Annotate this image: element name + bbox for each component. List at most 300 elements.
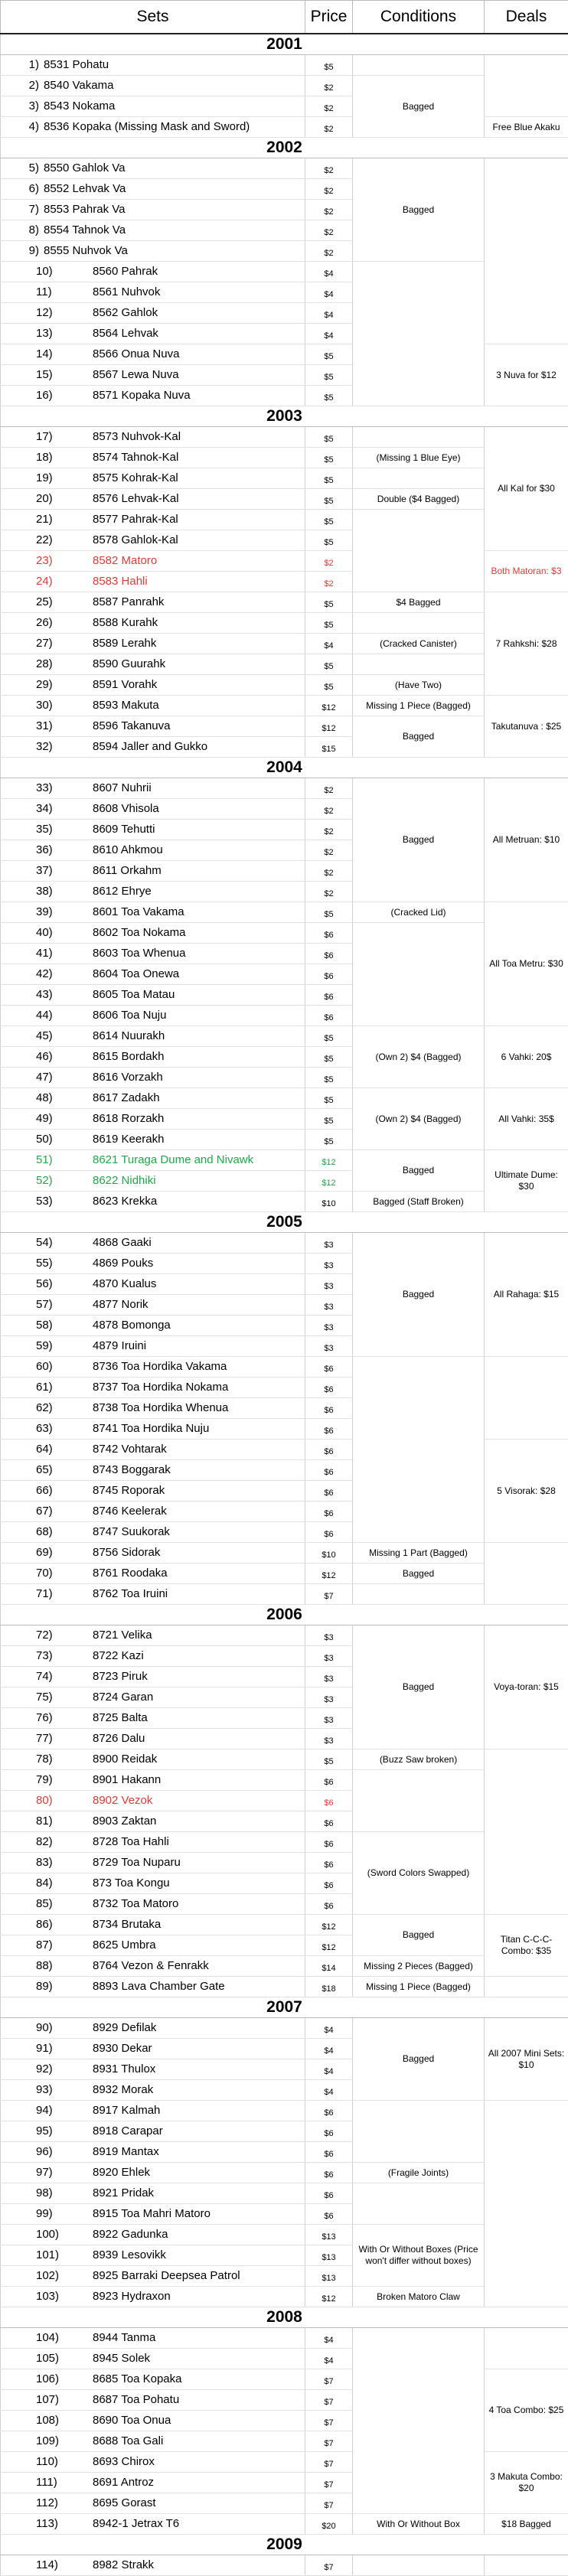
table-row [1,1026,568,1047]
set-number: 18) [1,452,68,464]
table-row [1,468,568,489]
price-cell: $12 [305,1150,353,1171]
condition-cell [353,2101,485,2163]
table-row [1,675,568,696]
set-name: 8553 Pahrak Va [44,204,125,216]
set-name: 8571 Kopaka Nuva [93,390,191,402]
set-number: 58) [1,1319,68,1332]
price-cell: $2 [305,778,353,799]
deal-cell [485,1977,568,1997]
set-number: 12) [1,307,68,319]
deal-cell: All 2007 Mini Sets: $10 [485,2018,568,2101]
set-cell [1,902,305,923]
set-name: 8743 Boggarak [93,1464,171,1476]
set-name: 8922 Gadunka [93,2229,168,2241]
set-name: 8618 Rorzakh [93,1113,164,1125]
year-row [1,406,568,427]
year-row [1,1212,568,1233]
set-cell [1,1088,305,1109]
price-cell: $6 [305,1894,353,1915]
set-name: 8608 Vhisola [93,803,159,815]
price-cell: $5 [305,510,353,530]
price-cell: $4 [305,2080,353,2101]
set-name: 8610 Ahkmou [93,844,163,856]
price-cell: $2 [305,76,353,96]
set-number: 80) [1,1795,68,1807]
price-cell: $3 [305,1254,353,1274]
set-name: 8617 Zadakh [93,1092,160,1104]
set-name: 8611 Orkahm [93,865,162,877]
set-name: 8603 Toa Whenua [93,947,186,960]
set-name: 8747 Suukorak [93,1526,170,1538]
price-cell: $2 [305,200,353,220]
table-row [1,1543,568,1564]
set-cell [1,1274,305,1295]
set-cell [1,716,305,737]
table-row [1,158,568,179]
price-cell: $6 [305,1481,353,1502]
condition-cell: Bagged [353,778,485,902]
price-cell: $3 [305,1708,353,1729]
set-number: 49) [1,1113,68,1125]
deal-cell [485,2328,568,2369]
condition-cell: Broken Matoro Claw [353,2287,485,2307]
set-number: 7) [1,204,39,216]
set-cell [1,262,305,282]
condition-cell [353,2555,485,2576]
price-cell: $2 [305,799,353,820]
set-number: 19) [1,472,68,484]
table-row [1,2514,568,2535]
set-cell [1,1481,305,1502]
set-name: 8561 Nuhvok [93,286,160,298]
set-name: 8930 Dekar [93,2043,152,2055]
deal-cell: All Kal for $30 [485,427,568,551]
set-name: 8737 Toa Hordika Nokama [93,1381,228,1394]
price-cell: $6 [305,2142,353,2163]
deal-cell: All Vahki: 35$ [485,1088,568,1150]
set-name: 8552 Lehvak Va [44,183,126,195]
table-row [1,634,568,654]
table-row [1,613,568,634]
set-name: 8921 Pridak [93,2187,154,2199]
set-name: 8729 Toa Nuparu [93,1857,181,1869]
condition-cell: (Missing 1 Blue Eye) [353,448,485,468]
price-cell: $13 [305,2266,353,2287]
set-name: 8723 Piruk [93,1671,148,1683]
table-row [1,1770,568,1791]
price-cell: $5 [305,530,353,551]
set-cell [1,2452,305,2473]
set-cell [1,1316,305,1336]
set-name: 8576 Lehvak-Kal [93,493,179,505]
price-cell: $6 [305,1440,353,1460]
price-cell: $4 [305,2349,353,2369]
price-cell: $5 [305,902,353,923]
price-cell: $2 [305,572,353,592]
price-cell: $6 [305,1006,353,1026]
set-number: 4) [1,121,39,133]
set-number: 88) [1,1960,68,1972]
price-cell: $7 [305,2452,353,2473]
condition-cell [353,427,485,448]
deal-cell: Both Matoran: $3 [485,551,568,592]
set-cell [1,510,305,530]
set-cell [1,2101,305,2121]
set-cell [1,675,305,696]
condition-cell [353,262,485,406]
price-cell: $5 [305,55,353,76]
condition-cell: Double ($4 Bagged) [353,489,485,510]
set-cell [1,2431,305,2452]
set-cell [1,1006,305,1026]
set-name: 4879 Iruini [93,1340,146,1352]
table-row [1,1564,568,1584]
set-number: 44) [1,1009,68,1022]
set-number: 26) [1,617,68,629]
set-cell [1,2039,305,2059]
set-number: 20) [1,493,68,505]
price-cell: $5 [305,1088,353,1109]
set-name: 8582 Matoro [93,555,157,567]
set-number: 74) [1,1671,68,1683]
set-name: 8982 Strakk [93,2559,154,2571]
set-cell [1,1625,305,1646]
price-cell: $3 [305,1687,353,1708]
table-row [1,923,568,944]
set-number: 48) [1,1092,68,1104]
set-name: 8550 Gahlok Va [44,162,125,174]
year-heading: 2005 [1,1212,568,1233]
set-cell [1,365,305,386]
price-cell: $4 [305,324,353,344]
set-number: 90) [1,2022,68,2034]
set-number: 62) [1,1402,68,1414]
set-name: 8761 Roodaka [93,1567,168,1580]
set-cell [1,1336,305,1357]
set-number: 16) [1,390,68,402]
set-cell [1,1935,305,1956]
price-cell: $10 [305,1192,353,1212]
set-number: 55) [1,1257,68,1270]
set-name: 8605 Toa Matau [93,989,175,1001]
price-cell: $12 [305,2287,353,2307]
set-number: 17) [1,431,68,443]
set-number: 105) [1,2353,68,2365]
set-cell [1,820,305,840]
year-row [1,1605,568,1625]
year-heading: 2004 [1,758,568,778]
table-row [1,510,568,530]
price-cell: $7 [305,2493,353,2514]
price-cell: $12 [305,1935,353,1956]
set-name: 8575 Kohrak-Kal [93,472,178,484]
set-cell [1,1109,305,1130]
set-cell [1,1047,305,1068]
set-cell [1,882,305,902]
set-number: 46) [1,1051,68,1063]
set-name: 8604 Toa Onewa [93,968,179,980]
set-cell [1,551,305,572]
set-number: 70) [1,1567,68,1580]
set-cell [1,1915,305,1935]
condition-cell: (Buzz Saw broken) [353,1749,485,1770]
set-name: 8594 Jaller and Gukko [93,741,207,753]
set-name: 8944 Tanma [93,2332,155,2344]
price-cell: $3 [305,1336,353,1357]
set-number: 27) [1,637,68,650]
table-row [1,2163,568,2183]
set-cell [1,1460,305,1481]
set-cell [1,2121,305,2142]
price-cell: $5 [305,386,353,406]
set-cell [1,1584,305,1605]
price-cell: $3 [305,1274,353,1295]
price-cell: $12 [305,1915,353,1935]
price-cell: $5 [305,1109,353,1130]
set-number: 33) [1,782,68,794]
set-name: 8554 Tahnok Va [44,224,126,236]
table-row [1,427,568,448]
set-number: 9) [1,245,39,257]
set-cell [1,1233,305,1254]
set-name: 8925 Barraki Deepsea Patrol [93,2270,240,2282]
deal-cell [485,1357,568,1440]
price-cell: $2 [305,117,353,138]
set-cell [1,117,305,138]
table-row [1,1150,568,1171]
condition-cell: Missing 1 Piece (Bagged) [353,696,485,716]
set-name: 8931 Thulox [93,2063,155,2075]
set-name: 8591 Vorahk [93,679,157,691]
price-cell: $2 [305,158,353,179]
set-name: 8939 Lesovikk [93,2249,166,2261]
set-number: 23) [1,555,68,567]
set-cell [1,158,305,179]
price-cell: $12 [305,696,353,716]
set-name: 8540 Vakama [44,80,113,92]
price-cell: $6 [305,1832,353,1853]
price-cell: $5 [305,1047,353,1068]
deal-cell: Voya-toran: $15 [485,1625,568,1749]
set-number: 51) [1,1154,68,1166]
condition-cell [353,468,485,489]
set-name: 8901 Hakann [93,1774,161,1786]
set-number: 21) [1,514,68,526]
deal-cell: Ultimate Dume: $30 [485,1150,568,1212]
set-cell [1,427,305,448]
deal-cell [485,2101,568,2307]
set-cell [1,1502,305,1522]
set-cell [1,303,305,324]
set-number: 13) [1,328,68,340]
set-cell [1,179,305,200]
set-cell [1,1419,305,1440]
deal-cell [485,158,568,344]
set-cell [1,737,305,758]
set-name: 8690 Toa Onua [93,2415,171,2427]
set-cell [1,696,305,716]
price-cell: $14 [305,1956,353,1977]
set-number: 85) [1,1898,68,1910]
condition-cell: Bagged [353,158,485,262]
set-name: 4869 Pouks [93,1257,153,1270]
price-cell: $12 [305,1171,353,1192]
set-cell [1,1171,305,1192]
price-cell: $4 [305,2039,353,2059]
set-cell [1,1956,305,1977]
set-cell [1,241,305,262]
price-cell: $6 [305,2163,353,2183]
price-cell: $6 [305,1770,353,1791]
set-name: 8614 Nuurakh [93,1030,165,1042]
set-cell [1,778,305,799]
set-cell [1,2287,305,2307]
set-number: 66) [1,1485,68,1497]
set-name: 8593 Makuta [93,699,159,712]
price-cell: $12 [305,716,353,737]
set-cell [1,1130,305,1150]
set-number: 99) [1,2208,68,2220]
set-cell [1,923,305,944]
set-number: 113) [1,2518,68,2530]
set-number: 71) [1,1588,68,1600]
set-number: 61) [1,1381,68,1394]
set-number: 73) [1,1650,68,1662]
set-cell [1,2328,305,2349]
price-cell: $15 [305,737,353,758]
set-name: 8685 Toa Kopaka [93,2373,182,2385]
condition-cell [353,1584,485,1605]
year-row [1,138,568,158]
set-number: 1) [1,59,39,71]
price-cell: $4 [305,2059,353,2080]
set-name: 8596 Takanuva [93,720,170,732]
price-cell: $3 [305,1233,353,1254]
deal-cell: Takutanuva : $25 [485,696,568,758]
set-number: 79) [1,1774,68,1786]
sets-table-body [1,34,568,2576]
set-number: 91) [1,2043,68,2055]
year-heading: 2009 [1,2535,568,2555]
table-row [1,2183,568,2204]
set-cell [1,2225,305,2245]
set-cell [1,1026,305,1047]
set-number: 94) [1,2105,68,2117]
set-name: 4877 Norik [93,1299,149,1311]
set-name: 8736 Toa Hordika Vakama [93,1361,227,1373]
table-row [1,2101,568,2121]
set-cell [1,2266,305,2287]
set-number: 100) [1,2229,68,2241]
table-row [1,1749,568,1770]
price-cell: $4 [305,262,353,282]
set-name: 8588 Kurahk [93,617,158,629]
set-name: 8574 Tahnok-Kal [93,452,178,464]
set-cell [1,2555,305,2576]
set-number: 78) [1,1753,68,1766]
set-cell [1,1894,305,1915]
set-cell [1,1522,305,1543]
price-cell: $6 [305,1853,353,1873]
set-number: 15) [1,369,68,381]
header-price: Price [305,1,353,34]
set-name: 8601 Toa Vakama [93,906,184,918]
table-row [1,716,568,737]
deal-cell [485,1749,568,1915]
set-number: 111) [1,2477,68,2489]
year-heading: 2001 [1,34,568,55]
table-row [1,1192,568,1212]
set-number: 14) [1,348,68,360]
set-name: 8560 Pahrak [93,266,158,278]
set-name: 8725 Balta [93,1712,148,1724]
set-number: 59) [1,1340,68,1352]
set-name: 8583 Hahli [93,576,148,588]
set-number: 5) [1,162,39,174]
price-cell: $7 [305,2390,353,2411]
set-number: 77) [1,1733,68,1745]
set-name: 4878 Bomonga [93,1319,171,1332]
set-cell [1,1708,305,1729]
set-number: 92) [1,2063,68,2075]
set-cell [1,2142,305,2163]
set-name: 8902 Vezok [93,1795,152,1807]
price-cell: $6 [305,985,353,1006]
price-cell: $5 [305,468,353,489]
set-number: 84) [1,1877,68,1890]
set-cell [1,1068,305,1088]
set-name: 8745 Roporak [93,1485,165,1497]
set-name: 8756 Sidorak [93,1547,160,1559]
set-cell [1,2245,305,2266]
set-number: 68) [1,1526,68,1538]
set-name: 8616 Vorzakh [93,1071,163,1084]
set-name: 8573 Nuhvok-Kal [93,431,181,443]
year-heading: 2008 [1,2307,568,2328]
set-cell [1,1543,305,1564]
table-row [1,778,568,799]
price-cell: $4 [305,282,353,303]
deal-cell: 4 Toa Combo: $25 [485,2369,568,2452]
set-name: 8726 Dalu [93,1733,145,1745]
deal-cell [485,55,568,117]
table-row [1,2555,568,2576]
condition-cell: (Cracked Canister) [353,634,485,654]
price-cell: $5 [305,344,353,365]
price-cell: $6 [305,2101,353,2121]
set-number: 32) [1,741,68,753]
price-cell: $2 [305,820,353,840]
deal-cell: 6 Vahki: 20$ [485,1026,568,1088]
price-cell: $5 [305,613,353,634]
condition-cell: (Cracked Lid) [353,902,485,923]
set-cell [1,2059,305,2080]
table-row [1,2287,568,2307]
set-number: 72) [1,1629,68,1642]
table-row [1,1915,568,1935]
table-row [1,1233,568,1254]
price-cell: $3 [305,1316,353,1336]
set-name: 8742 Vohtarak [93,1443,167,1456]
table-row [1,55,568,76]
condition-cell: Bagged [353,1233,485,1357]
set-cell [1,964,305,985]
set-name: 8721 Velika [93,1629,152,1642]
price-cell: $5 [305,1130,353,1150]
set-name: 873 Toa Kongu [93,1877,170,1890]
set-name: 8577 Pahrak-Kal [93,514,178,526]
